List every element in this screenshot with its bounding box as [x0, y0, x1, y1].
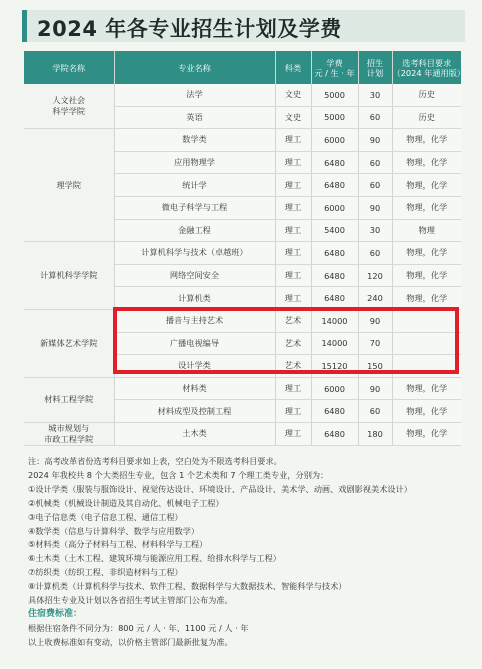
category-cell: 艺术	[275, 332, 311, 355]
subject-requirement-cell: 物理，化学	[392, 400, 461, 423]
notes-section	[28, 455, 468, 650]
major-cell: 数学类	[114, 129, 275, 152]
college-name-cell: 材料工程学院	[24, 377, 114, 422]
highlight-box	[113, 307, 459, 374]
category-cell: 理工	[275, 264, 311, 287]
fee-line: 根据住宿条件不同分为：800 元 / 人 · 年、1100 元 / 人 · 年	[28, 622, 249, 633]
table-row	[24, 84, 461, 106]
quota-cell: 180	[358, 422, 392, 445]
table-row	[24, 422, 461, 445]
table-body	[24, 84, 461, 445]
subject-requirement-cell: 物理，化学	[392, 151, 461, 174]
table-row	[24, 242, 461, 265]
category-cell: 艺术	[275, 309, 311, 332]
quota-cell: 150	[358, 355, 392, 378]
category-cell: 文史	[275, 84, 311, 106]
college-name-cell: 城市规划与 市政工程学院	[24, 422, 114, 445]
quota-cell: 60	[358, 106, 392, 129]
category-cell: 理工	[275, 129, 311, 152]
note-line: ⑥土木类（土木工程、建筑环境与能源应用工程、给排水科学与工程）	[28, 553, 281, 564]
quota-cell: 90	[358, 377, 392, 400]
quota-cell: 120	[358, 264, 392, 287]
major-cell: 土木类	[114, 422, 275, 445]
table-header-row	[24, 51, 461, 84]
subject-requirement-cell: 物理，化学	[392, 287, 461, 310]
subject-requirement-cell: 物理，化学	[392, 129, 461, 152]
tuition-cell: 6480	[311, 422, 358, 445]
subject-requirement-cell: 物理，化学	[392, 422, 461, 445]
note-line: ③电子信息类（电子信息工程、通信工程）	[28, 511, 183, 522]
category-cell: 文史	[275, 106, 311, 129]
tuition-cell: 6480	[311, 151, 358, 174]
tuition-cell: 15120	[311, 355, 358, 378]
note-line: ②机械类（机械设计制造及其自动化、机械电子工程）	[28, 497, 224, 508]
category-cell: 理工	[275, 151, 311, 174]
column-header: 选考科目要求 （2024 年通用版）	[392, 51, 461, 84]
category-cell: 理工	[275, 174, 311, 197]
tuition-cell: 6480	[311, 174, 358, 197]
tuition-cell: 6480	[311, 287, 358, 310]
major-cell: 计算机类	[114, 287, 275, 310]
subject-requirement-cell: 历史	[392, 84, 461, 106]
quota-cell: 60	[358, 400, 392, 423]
category-cell: 理工	[275, 400, 311, 423]
major-cell: 法学	[114, 84, 275, 106]
major-cell: 广播电视编导	[114, 332, 275, 355]
category-cell: 艺术	[275, 355, 311, 378]
category-cell: 理工	[275, 287, 311, 310]
tuition-cell: 6000	[311, 196, 358, 219]
column-header: 专业名称	[114, 51, 275, 84]
major-cell: 设计学类	[114, 355, 275, 378]
note-line: ⑧计算机类（计算机科学与技术、软件工程、数据科学与大数据技术、智能科学与技术）	[28, 581, 347, 592]
subject-requirement-cell: 历史	[392, 106, 461, 129]
tuition-cell: 6000	[311, 377, 358, 400]
quota-cell: 60	[358, 174, 392, 197]
subject-requirement-cell: 物理，化学	[392, 377, 461, 400]
note-line: 2024 年我校共 8 个大类招生专业，包含 1 个艺术类和 7 个理工类专业，分别为：	[28, 469, 329, 480]
table-row	[24, 129, 461, 152]
table-row	[24, 377, 461, 400]
tuition-cell: 6000	[311, 129, 358, 152]
major-cell: 播音与主持艺术	[114, 309, 275, 332]
column-header: 学院名称	[24, 51, 114, 84]
major-cell: 材料类	[114, 377, 275, 400]
quota-cell: 60	[358, 242, 392, 265]
major-cell: 应用物理学	[114, 151, 275, 174]
college-name-cell: 理学院	[24, 129, 114, 242]
college-name-cell: 新媒体艺术学院	[24, 309, 114, 377]
major-cell: 材料成型及控制工程	[114, 400, 275, 423]
subject-requirement-cell: 物理，化学	[392, 196, 461, 219]
quota-cell: 240	[358, 287, 392, 310]
major-cell: 英语	[114, 106, 275, 129]
column-header: 学费 元 / 生 · 年	[311, 51, 358, 84]
page-title: 2024 年各专业招生计划及学费	[37, 17, 342, 41]
major-cell: 金融工程	[114, 219, 275, 242]
tuition-cell: 5000	[311, 84, 358, 106]
note-line: 具体招生专业及计划以各省招生考试主管部门公布为准。	[28, 595, 233, 606]
category-cell: 理工	[275, 242, 311, 265]
college-name-cell: 人文社会 科学学院	[24, 84, 114, 129]
college-name-cell: 计算机科学学院	[24, 242, 114, 310]
enrollment-table	[24, 51, 466, 446]
note-line: ④数学类（信息与计算科学、数学与应用数学）	[28, 525, 200, 536]
subject-requirement-cell: 物理，化学	[392, 242, 461, 265]
major-cell: 计算机科学与技术（卓越班）	[114, 242, 275, 265]
quota-cell: 60	[358, 151, 392, 174]
major-cell: 网络空间安全	[114, 264, 275, 287]
quota-cell: 70	[358, 332, 392, 355]
note-line: 注：高考改革省份选考科目要求如上表，空白处为不限选考科目要求。	[28, 456, 282, 466]
notes-list	[28, 455, 468, 608]
fee-line: 以上收费标准如有变动，以价格主管部门最新批复为准。	[28, 636, 233, 647]
tuition-cell: 14000	[311, 309, 358, 332]
category-cell: 理工	[275, 422, 311, 445]
subject-requirement-cell: 物理	[392, 219, 461, 242]
tuition-cell: 5000	[311, 106, 358, 129]
tuition-cell: 6480	[311, 400, 358, 423]
quota-cell: 90	[358, 129, 392, 152]
title-bar	[22, 10, 465, 42]
major-cell: 微电子科学与工程	[114, 196, 275, 219]
note-line: ⑤材料类（高分子材料与工程、材料科学与工程）	[28, 539, 208, 550]
tuition-cell: 6480	[311, 264, 358, 287]
quota-cell: 30	[358, 219, 392, 242]
tuition-cell: 6480	[311, 242, 358, 265]
fee-list	[28, 622, 468, 650]
column-header: 科类	[275, 51, 311, 84]
quota-cell: 90	[358, 196, 392, 219]
tuition-cell: 14000	[311, 332, 358, 355]
quota-cell: 30	[358, 84, 392, 106]
fee-title: 住宿费标准：	[28, 608, 83, 619]
category-cell: 理工	[275, 377, 311, 400]
column-header: 招生 计划	[358, 51, 392, 84]
major-cell: 统计学	[114, 174, 275, 197]
note-line: ⑦纺织类（纺织工程、非织造材料与工程）	[28, 567, 183, 578]
subject-requirement-cell: 物理，化学	[392, 174, 461, 197]
category-cell: 理工	[275, 219, 311, 242]
tuition-cell: 5400	[311, 219, 358, 242]
note-line: ①设计学类（服装与服饰设计、视觉传达设计、环境设计、产品设计、美术学、动画、戏剧影视美术设计）	[28, 483, 412, 494]
category-cell: 理工	[275, 196, 311, 219]
subject-requirement-cell: 物理，化学	[392, 264, 461, 287]
quota-cell: 90	[358, 309, 392, 332]
